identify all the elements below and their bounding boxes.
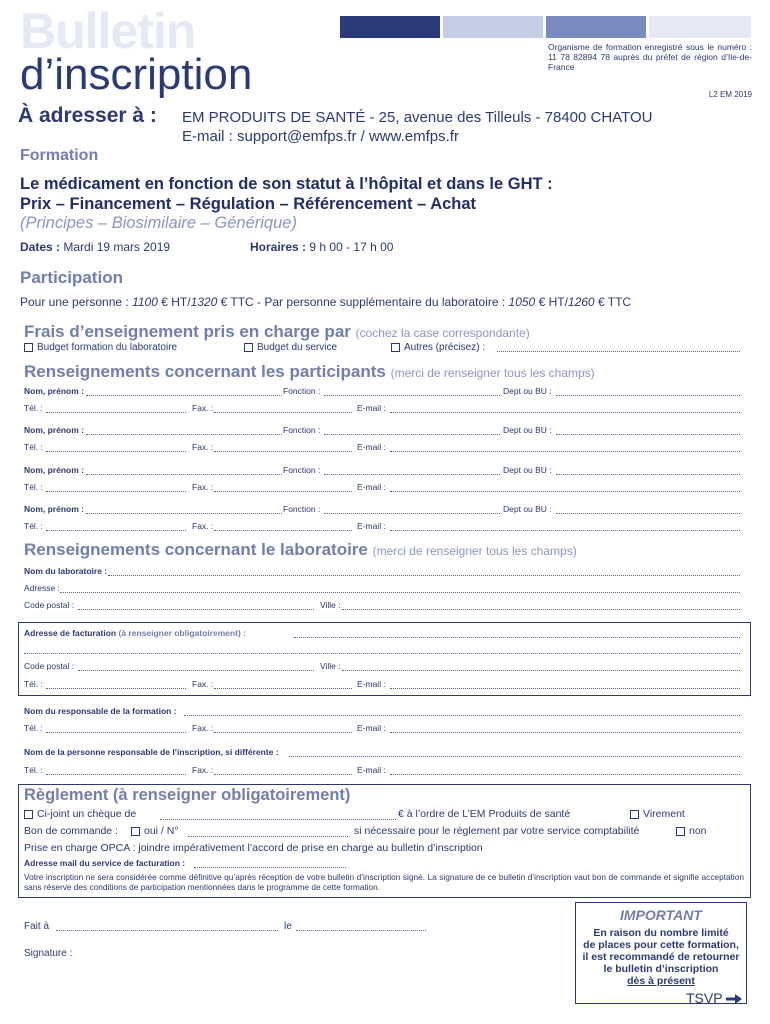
participant-fonction-label: Fonction :	[283, 386, 321, 396]
mail-facturation-row	[24, 858, 740, 870]
frais-option-2-label: Budget du service	[257, 342, 338, 353]
important-body	[576, 927, 746, 987]
fact-ville-field[interactable]	[342, 670, 740, 671]
participant-name-row	[24, 504, 740, 516]
participant-tel-label: Tél. :	[24, 521, 43, 531]
formation-title-2: Prix – Financement – Régulation – Référencement – Achat	[20, 195, 477, 213]
reference-code: L2 EM 2019	[708, 90, 752, 99]
participant-dept-label: Dept ou BU :	[503, 465, 552, 475]
address-label: À adresser à :	[18, 104, 157, 127]
lab-address-field[interactable]	[60, 592, 740, 593]
personne-field[interactable]	[289, 756, 740, 757]
fact-email-field[interactable]	[390, 688, 740, 689]
fact-fax-label: Fax. :	[192, 679, 214, 689]
participant-name-label: Nom, prénom :	[24, 425, 84, 435]
participant-dept-field[interactable]	[556, 434, 740, 435]
cheque-label: Ci-joint un chèque de	[37, 808, 137, 820]
hours-label: Horaires :	[250, 240, 307, 254]
frais-note: (cochez la case correspondante)	[355, 326, 530, 340]
participant-name-row	[24, 465, 740, 477]
responsable-tel-row	[24, 723, 740, 735]
address-line: EM PRODUITS DE SANTÉ - 25, avenue des Tilleuls - 78400 CHATOU	[182, 109, 653, 126]
pers-email-field[interactable]	[390, 774, 740, 775]
fact-fax-field[interactable]	[214, 688, 352, 689]
color-block-2	[443, 16, 543, 38]
opca-text: Prise en charge OPCA : joindre impérativement l’accord de prise en charge au bulletin d’inscription	[24, 842, 483, 854]
non-option[interactable]	[676, 825, 707, 837]
legal-text: Votre inscription ne sera considérée comme définitive qu’après réception de votre bulletin d’inscription signé. La signature de ce bulletin d’inscription vaut bon de commande et signifie acceptation sans réserve des conditions de participation mentionnées dans le programme de cette formation.	[24, 872, 744, 892]
participant-fonction-field[interactable]	[324, 513, 500, 514]
frais-heading-text: Frais d’enseignement pris en charge par	[24, 322, 351, 341]
formation-title-1: Le médicament en fonction de son statut à l’hôpital et dans le GHT :	[20, 175, 553, 193]
participant-tel-label: Tél. :	[24, 442, 43, 452]
pers-fax-label: Fax. :	[192, 765, 214, 775]
facturation-row	[24, 628, 740, 640]
resp-email-label: E-mail :	[357, 723, 386, 733]
laboratoire-heading	[24, 540, 577, 560]
frais-heading	[24, 322, 530, 342]
important-line-1: En raison du nombre limité	[593, 927, 729, 939]
participant-fax-field[interactable]	[214, 491, 352, 492]
participant-tel-label: Tél. :	[24, 403, 43, 413]
participant-fax-label: Fax. :	[192, 403, 214, 413]
participant-fonction-field[interactable]	[324, 434, 500, 435]
checkbox-icon[interactable]	[676, 827, 685, 836]
participant-fax-field[interactable]	[214, 530, 352, 531]
lab-name-row	[24, 566, 740, 578]
dates-label: Dates :	[20, 240, 61, 254]
participant-contact-row	[24, 521, 740, 533]
participant-fonction-label: Fonction :	[283, 425, 321, 435]
formation-heading: Formation	[20, 147, 99, 164]
lab-address-row	[24, 583, 740, 595]
participation-heading: Participation	[20, 268, 123, 287]
participant-name-row	[24, 425, 740, 437]
participants-heading	[24, 362, 595, 382]
virement-option[interactable]	[630, 808, 685, 820]
color-block-1	[340, 16, 440, 38]
participant-email-field[interactable]	[390, 451, 740, 452]
participant-tel-field[interactable]	[46, 412, 186, 413]
participant-contact-row	[24, 442, 740, 454]
commande-row	[24, 825, 744, 839]
important-line-3: il est recommandé de retourner	[582, 951, 740, 963]
price-2: 1320	[190, 295, 218, 309]
participant-tel-field[interactable]	[46, 451, 186, 452]
cheque-option[interactable]	[24, 808, 136, 820]
facturation-label-text: Adresse de facturation	[24, 628, 117, 638]
participant-name-field[interactable]	[86, 395, 282, 396]
participant-dept-label: Dept ou BU :	[503, 425, 552, 435]
frais-other-field[interactable]	[497, 351, 740, 352]
participants-heading-text: Renseignements concernant les participants	[24, 362, 386, 381]
facturation-note: (à renseigner obligatoirement) :	[118, 628, 247, 638]
participant-fax-label: Fax. :	[192, 521, 214, 531]
lab-cp-label: Code postal :	[24, 600, 75, 610]
participant-contact-row	[24, 482, 740, 494]
date-field[interactable]	[296, 930, 426, 931]
participant-name-label: Nom, prénom :	[24, 504, 84, 514]
personne-tel-row	[24, 765, 740, 777]
participant-fax-label: Fax. :	[192, 442, 214, 452]
participant-tel-label: Tél. :	[24, 482, 43, 492]
lab-cp-row	[24, 600, 740, 612]
resp-tel-field[interactable]	[46, 732, 186, 733]
participant-email-label: E-mail :	[357, 442, 386, 452]
reglement-heading: Règlement (à renseigner obligatoirement)	[24, 786, 351, 804]
participant-dept-label: Dept ou BU :	[503, 504, 552, 514]
participant-fax-label: Fax. :	[192, 482, 214, 492]
commande-number-field[interactable]	[188, 836, 348, 837]
mail-facturation-label: Adresse mail du service de facturation :	[24, 858, 186, 868]
participant-fax-field[interactable]	[214, 451, 352, 452]
price-1: 1100	[132, 295, 158, 309]
important-title: IMPORTANT	[620, 907, 702, 923]
checkbox-icon[interactable]	[391, 343, 400, 352]
lab-ville-label: Ville :	[320, 600, 341, 610]
resp-email-field[interactable]	[390, 732, 740, 733]
pers-tel-label: Tél. :	[24, 765, 43, 775]
lab-address-label: Adresse :	[24, 583, 60, 593]
participant-dept-field[interactable]	[556, 395, 740, 396]
participant-name-field[interactable]	[86, 474, 282, 475]
personne-label: Nom de la personne responsable de l’inscription, si différente :	[24, 747, 279, 757]
responsable-field[interactable]	[184, 715, 740, 716]
frais-option-3-label: Autres (précisez) :	[404, 342, 486, 353]
virement-label: Virement	[643, 808, 685, 820]
org-note: Organisme de formation enregistré sous le numéro : 11 78 82894 78 auprès du préfet de région d’Ile-de-France	[548, 42, 752, 72]
cheque-row	[24, 808, 744, 822]
frais-option-3[interactable]	[391, 342, 485, 353]
cheque-amount-field[interactable]	[160, 819, 396, 820]
participation-prices	[20, 295, 631, 309]
frais-option-1-label: Budget formation du laboratoire	[37, 342, 178, 353]
fact-email-label: E-mail :	[357, 679, 386, 689]
important-line-5: dès à présent	[627, 975, 695, 987]
checkbox-icon[interactable]	[131, 827, 140, 836]
resp-tel-label: Tél. :	[24, 723, 43, 733]
checkbox-icon[interactable]	[24, 810, 33, 819]
tsvp-text: TSVP	[686, 990, 723, 1006]
commande-note: si nécessaire pour le règlement par votre service comptabilité	[354, 825, 640, 837]
pers-tel-field[interactable]	[46, 774, 186, 775]
frais-option-1[interactable]	[24, 342, 177, 353]
participant-name-label: Nom, prénom :	[24, 386, 84, 396]
lab-name-field[interactable]	[108, 575, 740, 576]
dates-value: Mardi 19 mars 2019	[63, 240, 171, 254]
checkbox-icon[interactable]	[24, 343, 33, 352]
laboratoire-heading-text: Renseignements concernant le laboratoire	[24, 540, 368, 559]
fait-field[interactable]	[56, 930, 278, 931]
participant-fonction-field[interactable]	[324, 395, 500, 396]
facturation-cp-row	[24, 661, 740, 673]
mail-facturation-field[interactable]	[194, 867, 346, 868]
checkbox-icon[interactable]	[244, 343, 253, 352]
resp-fax-label: Fax. :	[192, 723, 214, 733]
important-box	[575, 902, 747, 1004]
signature-label: Signature :	[24, 948, 73, 959]
resp-fax-field[interactable]	[214, 732, 352, 733]
participant-email-label: E-mail :	[357, 403, 386, 413]
hours-row	[250, 240, 393, 254]
participant-email-label: E-mail :	[357, 521, 386, 531]
lab-name-label: Nom du laboratoire :	[24, 566, 108, 576]
tsvp	[686, 990, 742, 1007]
pers-fax-field[interactable]	[214, 774, 352, 775]
color-block-3	[546, 16, 646, 38]
formation-subtitle: (Principes – Biosimilaire – Générique)	[20, 214, 297, 232]
participant-dept-label: Dept ou BU :	[503, 386, 552, 396]
checkbox-icon[interactable]	[630, 810, 639, 819]
participant-dept-field[interactable]	[556, 513, 740, 514]
non-label: non	[689, 825, 707, 837]
lab-ville-field[interactable]	[342, 609, 740, 610]
title-bulletin: Bulletin	[20, 3, 196, 59]
oui-option[interactable]	[131, 825, 179, 837]
personne-row	[24, 747, 740, 759]
price-text-e: € TTC	[594, 295, 632, 309]
participants-note: (merci de renseigner tous les champs)	[390, 366, 595, 380]
oui-label: oui / N°	[144, 825, 179, 837]
fait-label: Fait à	[24, 921, 50, 932]
fact-cp-label: Code postal :	[24, 661, 75, 671]
participant-tel-field[interactable]	[46, 530, 186, 531]
dates-row	[20, 240, 170, 254]
title-inscription: d’inscription	[20, 50, 253, 99]
pers-email-label: E-mail :	[357, 765, 386, 775]
price-text-c: € TTC - Par personne supplémentaire du laboratoire :	[217, 295, 509, 309]
facturation-extra-row	[24, 644, 740, 656]
participant-fax-field[interactable]	[214, 412, 352, 413]
hours-value: 9 h 00 - 17 h 00	[309, 240, 394, 254]
facturation-field-2[interactable]	[24, 653, 740, 654]
frais-option-2[interactable]	[244, 342, 337, 353]
participant-fonction-label: Fonction :	[283, 465, 321, 475]
participant-dept-field[interactable]	[556, 474, 740, 475]
price-4: 1260	[567, 295, 595, 309]
laboratoire-note: (merci de renseigner tous les champs)	[372, 544, 577, 558]
participant-name-field[interactable]	[86, 434, 282, 435]
participant-fonction-field[interactable]	[324, 474, 500, 475]
participant-email-label: E-mail :	[357, 482, 386, 492]
participant-name-label: Nom, prénom :	[24, 465, 84, 475]
le-label: le	[284, 921, 292, 932]
responsable-label: Nom du responsable de la formation :	[24, 706, 177, 716]
participant-fonction-label: Fonction :	[283, 504, 321, 514]
cheque-order-text: € à l’ordre de L’EM Produits de santé	[398, 808, 571, 820]
fact-tel-field[interactable]	[46, 688, 186, 689]
participant-tel-field[interactable]	[46, 491, 186, 492]
important-line-2: de places pour cette formation,	[583, 939, 739, 951]
fact-cp-field[interactable]	[78, 670, 314, 671]
price-text-d: € HT/	[535, 295, 568, 309]
contact-line: E-mail : support@emfps.fr / www.emfps.fr	[182, 128, 459, 145]
facturation-label	[24, 628, 246, 638]
responsable-row	[24, 706, 740, 718]
fact-tel-label: Tél. :	[24, 679, 43, 689]
participant-email-field[interactable]	[390, 412, 740, 413]
price-3: 1050	[508, 295, 536, 309]
arrow-right-icon	[726, 991, 742, 1007]
price-text-a: Pour une personne :	[20, 295, 133, 309]
participant-email-field[interactable]	[390, 491, 740, 492]
participant-name-field[interactable]	[86, 513, 282, 514]
participant-name-row	[24, 386, 740, 398]
color-block-4	[649, 16, 751, 38]
commande-label: Bon de commande :	[24, 825, 118, 837]
participant-contact-row	[24, 403, 740, 415]
participant-email-field[interactable]	[390, 530, 740, 531]
facturation-field[interactable]	[294, 637, 740, 638]
important-line-4: le bulletin d’inscription	[603, 963, 719, 975]
lab-cp-field[interactable]	[78, 609, 314, 610]
facturation-tel-row	[24, 679, 740, 691]
price-text-b: € HT/	[157, 295, 191, 309]
fact-ville-label: Ville :	[320, 661, 341, 671]
